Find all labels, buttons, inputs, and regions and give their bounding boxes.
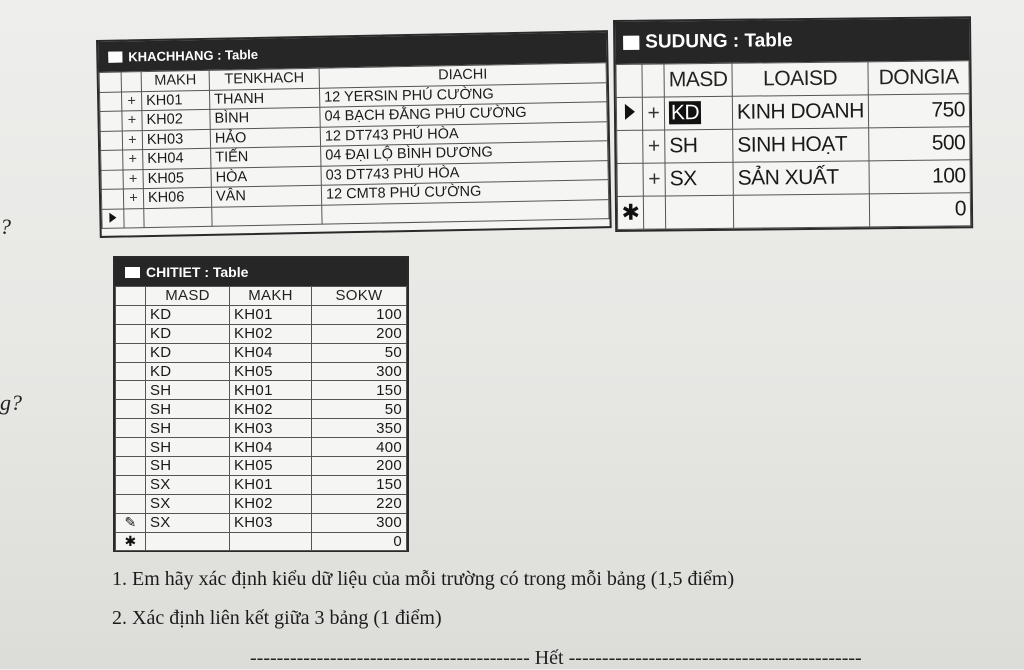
cell-sokw[interactable]: 200 [312,457,407,476]
record-selector[interactable] [116,305,146,324]
end-dashes-left: ------------------------------------------ [250,647,530,669]
cell-masd[interactable]: SX [146,475,230,494]
table-row[interactable] [116,362,407,381]
cell-sokw[interactable]: 350 [312,419,407,438]
record-selector[interactable] [116,362,146,381]
record-selector[interactable] [116,494,146,513]
cell-sokw[interactable]: 300 [312,362,407,381]
cell-sokw[interactable]: 100 [312,305,407,324]
cell-masd[interactable]: SX [665,162,733,196]
question-2: 2. Xác định liên kết giữa 3 bảng (1 điểm) [112,607,442,629]
cell-masd[interactable] [664,96,732,130]
table-row[interactable] [116,343,407,362]
chitiet-datasheet[interactable] [115,286,407,551]
header-expand-col [121,72,141,92]
record-selector-new[interactable] [102,208,124,228]
table-row[interactable] [116,494,407,513]
cell-masd[interactable]: SH [665,129,733,163]
table-icon [623,36,639,50]
cell-masd[interactable]: SH [146,381,230,400]
end-dashes-right: -------------------------------------------- [568,647,862,669]
column-header-masd[interactable]: MASD [664,63,732,97]
cell-dongia[interactable]: 750 [868,94,969,128]
column-header-dongia[interactable]: DONGIA [868,61,969,95]
khachhang-title: KHACHHANG : Table [128,46,259,64]
cell-makh[interactable]: KH03 [230,513,312,532]
new-record-cell[interactable] [230,532,312,551]
cell-tenkhach[interactable]: BÌNH [210,107,320,129]
cell-sokw[interactable]: 200 [312,324,407,343]
cell-makh[interactable]: KH04 [143,148,211,169]
cell-sokw[interactable]: 150 [312,475,407,494]
column-header-sokw[interactable]: SOKW [312,287,407,306]
table-row[interactable] [116,305,407,324]
record-selector[interactable] [116,381,146,400]
cell-loaisd[interactable]: KINH DOANH [732,95,868,129]
cell-loaisd[interactable]: SẢN XUẤT [733,161,869,195]
column-header-tenkhach[interactable]: TENKHACH [209,68,319,90]
column-header-makh[interactable]: MAKH [141,70,209,91]
table-row[interactable] [116,475,407,494]
chitiet-table-window[interactable] [113,256,409,552]
table-row[interactable] [116,400,407,419]
sudung-title: SUDUNG : Table [645,30,793,53]
cell-makh[interactable]: KH05 [230,457,312,476]
expand-plus-icon[interactable]: + [121,91,141,111]
cell-masd[interactable]: KD [146,362,230,381]
cell-tenkhach[interactable]: HẢO [210,127,320,149]
cell-makh[interactable]: KH04 [230,438,312,457]
cell-diachi[interactable]: 04 BẠCH ĐẰNG PHÚ CƯỜNG [320,102,607,127]
expand-plus-icon[interactable]: + [123,150,143,170]
record-selector[interactable] [116,400,146,419]
cell-sokw[interactable]: 50 [312,343,407,362]
record-selector-new[interactable]: ✱ [116,532,146,551]
record-selector[interactable] [116,324,146,343]
cell-makh[interactable]: KH05 [143,168,211,189]
cell-sokw[interactable]: 50 [312,400,407,419]
cell-masd[interactable]: KD [146,305,230,324]
selected-cell-text: KD [670,101,700,125]
column-header-masd[interactable]: MASD [146,287,230,306]
cell-masd[interactable]: KD [146,324,230,343]
new-record-cell[interactable] [212,205,322,227]
cell-makh[interactable]: KH01 [230,475,312,494]
record-selector[interactable] [101,150,123,170]
cell-makh[interactable]: KH04 [230,343,312,362]
header-corner [116,287,146,306]
cell-diachi[interactable]: 04 ĐẠI LỘ BÌNH DƯƠNG [321,141,608,166]
cell-dongia[interactable]: 500 [869,127,970,161]
column-header-makh[interactable]: MAKH [230,287,312,306]
end-label: Hết [534,647,564,669]
column-header-loaisd[interactable]: LOAISD [732,62,868,96]
record-selector[interactable] [617,130,643,163]
current-record-arrow-icon [624,104,634,120]
record-selector[interactable] [116,343,146,362]
record-selector[interactable] [101,170,123,190]
chitiet-title: CHITIET : Table [146,264,249,280]
end-of-exam-line [250,647,1024,670]
cell-makh[interactable]: KH02 [230,324,312,343]
table-row[interactable] [116,438,407,457]
cell-dongia[interactable]: 100 [869,160,970,194]
cell-makh[interactable]: KH02 [142,109,210,130]
expand-plus-icon[interactable]: + [643,163,665,196]
cell-tenkhach[interactable]: THANH [209,88,319,110]
new-record-cell[interactable] [733,194,869,228]
cell-tenkhach[interactable]: TIẾN [211,146,321,168]
record-selector[interactable] [617,163,643,196]
record-selector[interactable] [116,457,146,476]
new-record-cell[interactable] [322,199,609,224]
khachhang-datasheet[interactable] [99,62,610,229]
table-row[interactable] [116,513,407,532]
table-row[interactable] [617,127,970,164]
record-selector[interactable] [100,131,122,151]
cell-makh[interactable]: KH03 [142,129,210,150]
cell-tenkhach[interactable]: VÂN [211,185,321,207]
new-record-sokw-default[interactable]: 0 [312,532,407,551]
current-record-arrow-icon [109,212,116,222]
expand-plus-icon[interactable]: + [123,189,143,209]
cell-masd[interactable]: SH [146,419,230,438]
record-selector[interactable] [116,475,146,494]
cell-makh[interactable]: KH06 [143,187,211,208]
cell-diachi[interactable]: 12 YERSIN PHÚ CƯỜNG [319,82,606,107]
table-row[interactable] [116,419,407,438]
cell-sokw[interactable]: 300 [312,513,407,532]
expand-plus-icon[interactable]: + [122,130,142,150]
table-row[interactable] [617,160,970,197]
table-icon [125,267,140,278]
cell-sokw[interactable]: 150 [312,381,407,400]
cell-makh[interactable]: KH01 [230,305,312,324]
record-selector[interactable] [101,189,123,209]
cell-sokw[interactable]: 400 [312,438,407,457]
cell-diachi[interactable]: 03 DT743 PHÚ HÒA [321,160,608,185]
cell-diachi[interactable]: 12 CMT8 PHÚ CƯỜNG [321,180,608,205]
table-icon [108,51,122,62]
cell-makh[interactable]: KH03 [230,419,312,438]
cell-makh[interactable]: KH02 [230,494,312,513]
cell-masd[interactable]: SH [146,438,230,457]
new-record-cell[interactable] [146,532,230,551]
expand-plus-icon[interactable]: + [122,111,142,131]
table-row[interactable] [116,324,407,343]
margin-question-mark-1: ? [0,214,11,239]
expand-plus-icon[interactable]: + [643,130,665,163]
cell-loaisd[interactable]: SINH HOẠT [733,128,869,162]
pencil-edit-icon: ✎ [124,514,137,531]
record-selector[interactable] [116,513,146,532]
sudung-titlebar[interactable] [615,18,969,64]
new-record-cell[interactable] [665,195,733,229]
sudung-table-window[interactable] [613,16,973,232]
chitiet-titlebar[interactable] [115,258,407,286]
record-selector[interactable] [116,438,146,457]
question-1: 1. Em hãy xác định kiểu dữ liệu của mỗi trường có trong mỗi bảng (1,5 điểm) [112,568,735,590]
margin-question-mark-2: g? [0,390,22,415]
cell-tenkhach[interactable]: HÒA [211,166,321,188]
record-selector[interactable] [100,111,122,131]
cell-masd[interactable]: SX [146,494,230,513]
new-record-cell[interactable] [144,207,212,228]
khachhang-table-window[interactable] [96,30,612,238]
table-row[interactable] [116,381,407,400]
cell-masd[interactable]: SX [146,513,230,532]
expand-plus-icon[interactable]: + [123,169,143,189]
cell-diachi[interactable]: 12 DT743 PHÚ HÒA [320,121,607,146]
header-expand-col [642,64,664,97]
table-row[interactable] [116,457,407,476]
record-selector[interactable] [616,97,642,130]
cell-masd[interactable]: KD [146,343,230,362]
cell-makh[interactable]: KH01 [141,90,209,111]
cell-makh[interactable]: KH01 [230,381,312,400]
cell-makh[interactable]: KH02 [230,400,312,419]
expand-plus-icon[interactable]: + [642,97,664,130]
cell-makh[interactable]: KH05 [230,362,312,381]
cell-masd[interactable]: SH [146,457,230,476]
record-selector[interactable] [99,92,121,112]
record-selector-new[interactable]: ✱ [617,196,643,229]
cell-masd[interactable]: SH [146,400,230,419]
cell-sokw[interactable]: 220 [312,494,407,513]
sudung-datasheet[interactable] [615,60,971,230]
column-header-diachi[interactable]: DIACHI [319,63,606,88]
record-selector[interactable] [116,419,146,438]
new-record-dongia-default[interactable]: 0 [869,193,970,227]
table-row[interactable] [616,94,969,131]
header-corner [99,72,121,92]
header-corner [616,64,642,97]
